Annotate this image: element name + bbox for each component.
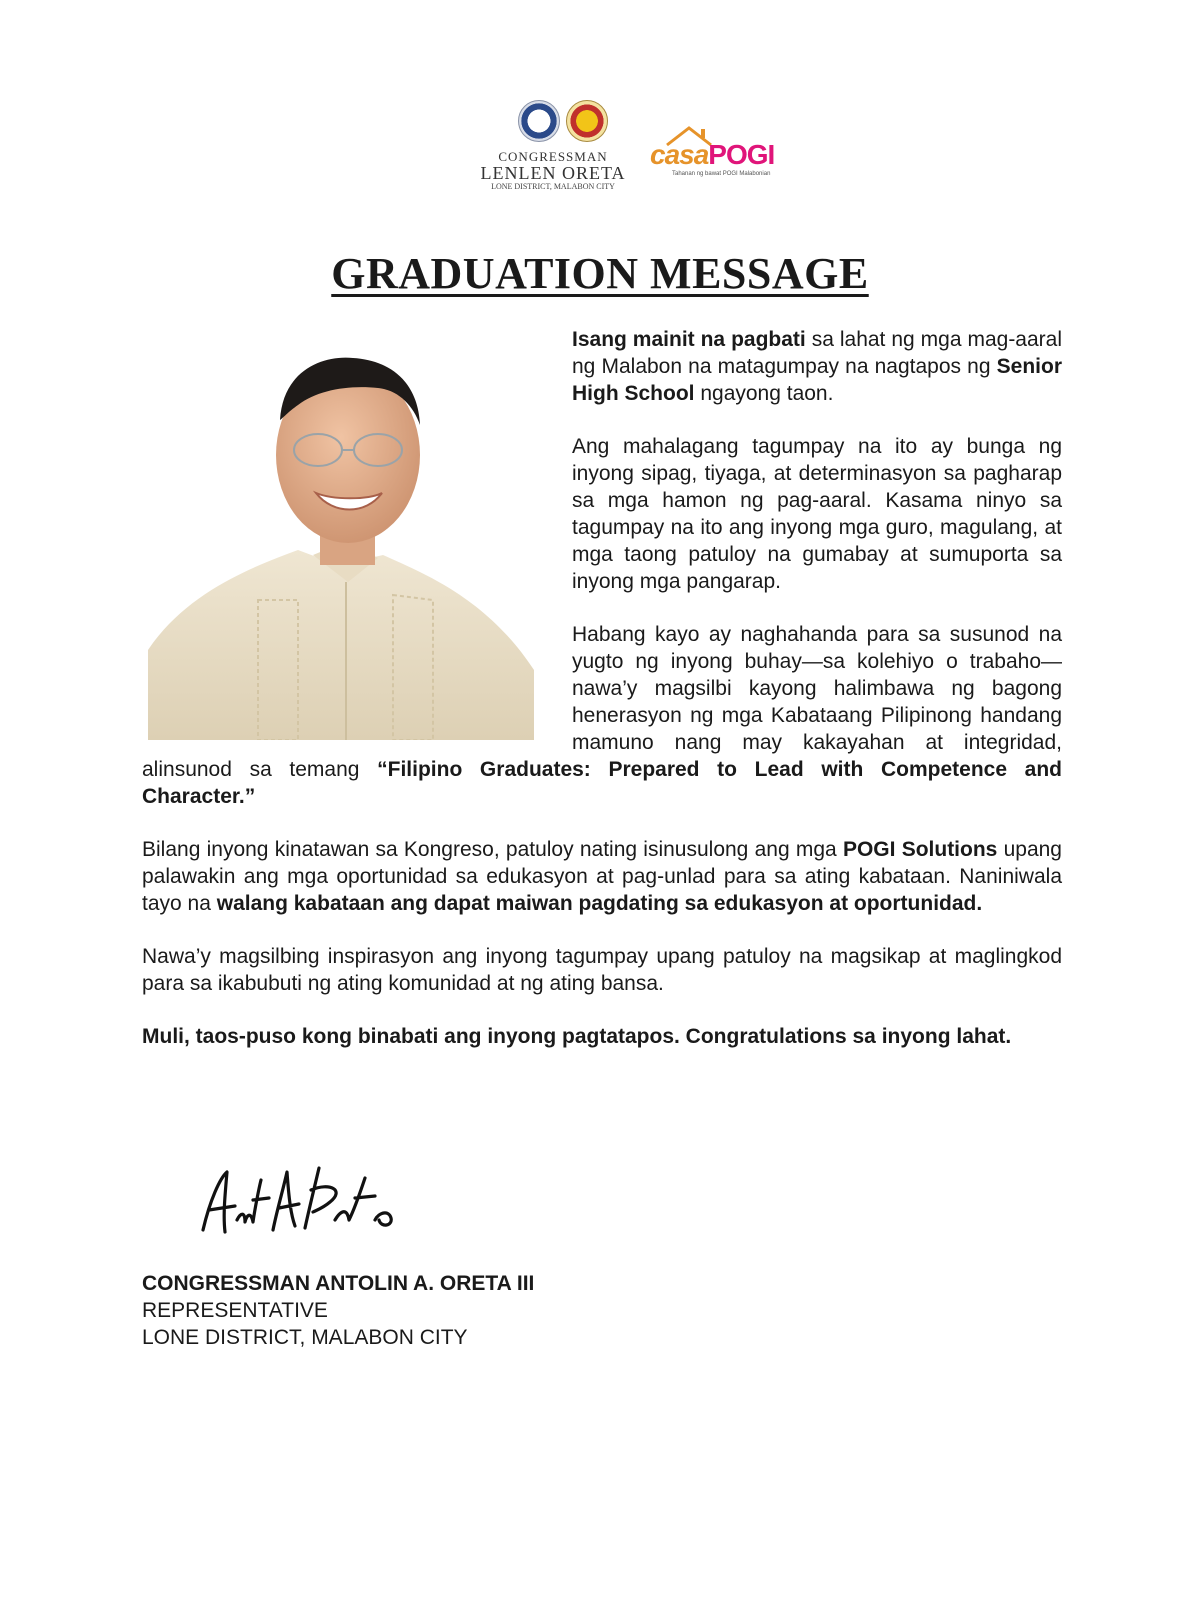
portrait-spacer <box>142 326 572 744</box>
pogi-text-2: upang palawakin ang mga oportunidad sa edukasyon at pag-unlad para sa ating kabataan. Naniniwala tayo na <box>142 838 1062 915</box>
casa-pogi-wordmark <box>650 139 774 171</box>
pogi-text-1: Bilang inyong kinatawan sa Kongreso, patuloy nating isinusulong ang mga <box>142 838 843 861</box>
casa-pogi-logo <box>650 125 800 185</box>
senior-high-bold: Senior High School <box>572 355 1062 405</box>
signature-icon <box>195 1160 435 1250</box>
greeting-text: sa lahat ng mga mag-aaral ng Malabon na matagumpay na nagtapos ng <box>572 328 1063 378</box>
logo-line-1: CONGRESSMAN <box>498 149 608 164</box>
paragraph-achievement: Ang mahalagang tagumpay na ito ay bunga ng inyong sipag, tiyaga, at determinasyon sa pagharap sa mga hamon ng pag-aaral. Kasama ninyo sa tagumpay na ito ang inyong mga guro, magulang, at mga taong patuloy na gumabay at sumuporta sa inyong mga pangarap. <box>572 435 1062 593</box>
casa-word: casa <box>650 139 709 170</box>
pogi-word: POGI <box>708 139 775 170</box>
seals <box>518 100 608 142</box>
no-youth-left-bold: walang kabataan ang dapat maiwan pagdating sa edukasyon at oportunidad. <box>216 892 983 915</box>
page-title: GRADUATION MESSAGE <box>331 249 869 298</box>
logo-line-3: LONE DISTRICT, MALABON CITY <box>491 182 615 191</box>
house-seal-icon <box>518 100 560 142</box>
paragraph-pogi-solutions <box>142 836 1062 917</box>
theme-bold: “Filipino Graduates: Prepared to Lead with Competence and Character.” <box>142 758 1062 808</box>
paragraph-closing: Muli, taos-puso kong binabati ang inyong pagtatapos. Congratulations sa inyong lahat. <box>142 1025 1012 1048</box>
message-body <box>142 326 1062 1076</box>
paragraph-inspiration: Nawa’y magsilbing inspirasyon ang inyong tagumpay upang patuloy na magsikap at maglingkod para sa ikabubuti ng ating komunidad at ng ating bansa. <box>142 945 1062 995</box>
signatory-name: CONGRESSMAN ANTOLIN A. ORETA III <box>142 1272 535 1295</box>
greeting-end: ngayong taon. <box>694 382 834 405</box>
casa-tagline: Tahanan ng bawat POGI Malabonian <box>672 171 771 177</box>
signatory-district: LONE DISTRICT, MALABON CITY <box>142 1326 468 1349</box>
greeting-bold: Isang mainit na pagbati <box>572 328 806 351</box>
pogi-solutions-bold: POGI Solutions <box>842 838 998 861</box>
logo-line-2: LENLEN ORETA <box>480 163 626 183</box>
signatory-block <box>142 1270 534 1351</box>
malabon-city-seal-icon <box>566 100 608 142</box>
congressman-logo <box>468 95 638 195</box>
signatory-position: REPRESENTATIVE <box>142 1299 328 1322</box>
letterhead <box>0 95 1200 205</box>
next-chapter-text: Habang kayo ay naghahanda para sa susunod na yugto ng inyong buhay—sa kolehiyo o trabaho—nawa’y magsilbi kayong halimbawa ng bagong henerasyon ng mga Kabataang Pilipinong handang mamuno nang may kakayahan at integridad, alinsunod sa temang <box>142 623 1062 781</box>
